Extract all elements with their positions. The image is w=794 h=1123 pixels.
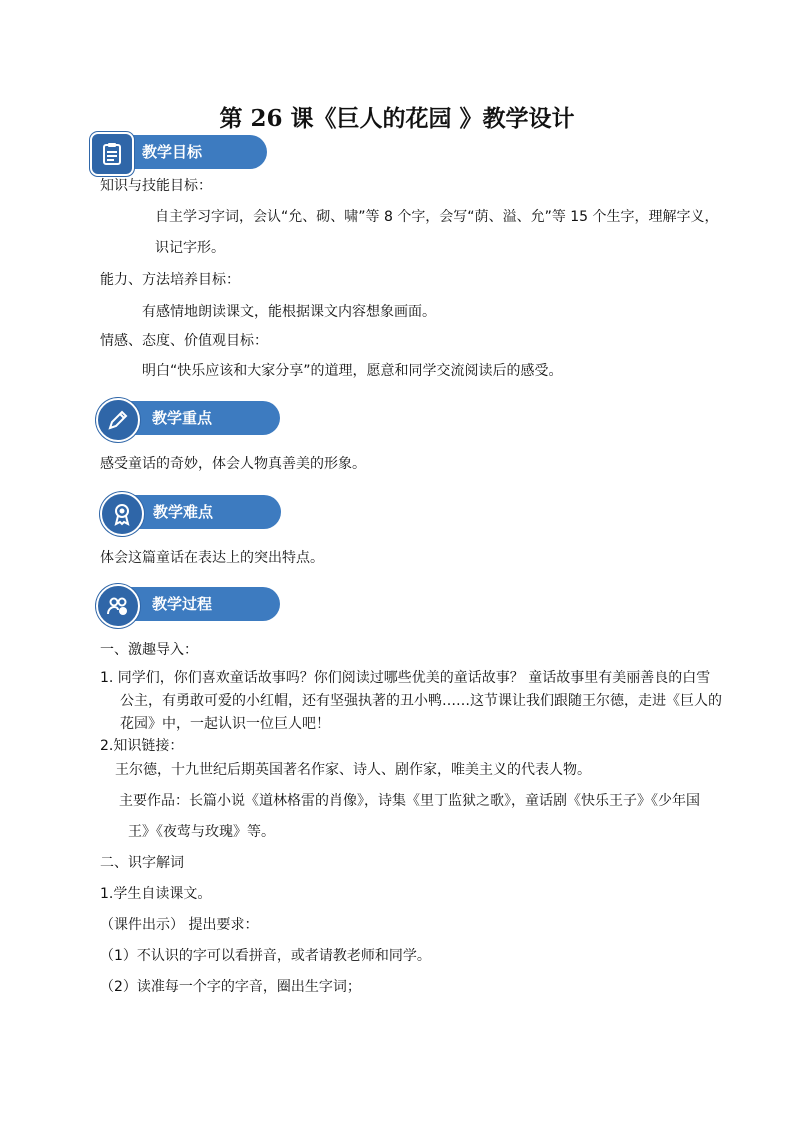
goal-emotion-title: 情感、态度、价值观目标： (100, 333, 268, 349)
banner-label: 教学目标 (142, 143, 203, 161)
process-s2-item1: 1.学生自读课文。 (100, 886, 212, 902)
process-p2-title: 2.知识链接： (100, 738, 184, 754)
process-s2-item2: （课件出示） 提出要求： (100, 917, 259, 933)
goal-knowledge-title: 知识与技能目标： (100, 178, 212, 194)
process-p2-line1: 王尔德，十九世纪后期英国著名作家、诗人、剧作家，唯美主义的代表人物。 (115, 762, 591, 778)
goal-emotion-line: 明白“快乐应该和大家分享”的道理，愿意和同学交流阅读后的感受。 (142, 363, 563, 379)
award-ribbon-icon (100, 492, 144, 536)
process-s2-item3: （1）不认识的字可以看拼音，或者请教老师和同学。 (100, 948, 431, 964)
process-p2-line3: 王》《夜莺与玫瑰》等。 (128, 824, 275, 840)
banner-bar (116, 401, 280, 435)
section-banner-process (96, 584, 256, 624)
process-s1-title: 一、激趣导入： (100, 642, 198, 658)
goal-knowledge-line2: 识记字形。 (155, 240, 225, 256)
process-p1-line3: 花园》中，一起认识一位巨人吧！ (120, 716, 330, 732)
process-s2-item4: （2）读准每一个字的字音，圈出生字词； (100, 979, 361, 995)
page-title: 第 26 课《巨人的花园 》教学设计 (219, 105, 575, 132)
banner-bar (120, 495, 281, 529)
clipboard-icon (90, 132, 134, 176)
process-s2-title: 二、识字解词 (100, 855, 184, 871)
goal-ability-title: 能力、方法培养目标： (100, 272, 240, 288)
section-banner-goals (90, 132, 240, 172)
key-point-text: 感受童话的奇妙，体会人物真善美的形象。 (100, 456, 366, 472)
goal-knowledge-line1: 自主学习字词，会认“允、砌、啸”等 8 个字，会写“荫、溢、允”等 15 个生字，理解字义， (155, 209, 719, 225)
banner-bar (116, 587, 280, 621)
section-banner-difficult (100, 492, 260, 532)
people-icon (96, 584, 140, 628)
pencil-icon (96, 398, 140, 442)
banner-label: 教学重点 (152, 409, 213, 427)
banner-label: 教学难点 (153, 503, 214, 521)
difficult-point-text: 体会这篇童话在表达上的突出特点。 (100, 550, 324, 566)
process-p1-line2: 公主，有勇敢可爱的小红帽，还有坚强执著的丑小鸭……这节课让我们跟随王尔德，走进《巨人的 (120, 693, 722, 709)
process-p2-line2: 主要作品：长篇小说《道林格雷的肖像》，诗集《里丁监狱之歌》，童话剧《快乐王子》《少年国 (119, 793, 700, 809)
section-banner-key (96, 398, 251, 438)
goal-ability-line: 有感情地朗读课文，能根据课文内容想象画面。 (142, 304, 436, 320)
process-p1-line1: 1. 同学们，你们喜欢童话故事吗？你们阅读过哪些优美的童话故事？ 童话故事里有美丽善良的白雪 (100, 670, 711, 686)
banner-label: 教学过程 (152, 595, 213, 613)
